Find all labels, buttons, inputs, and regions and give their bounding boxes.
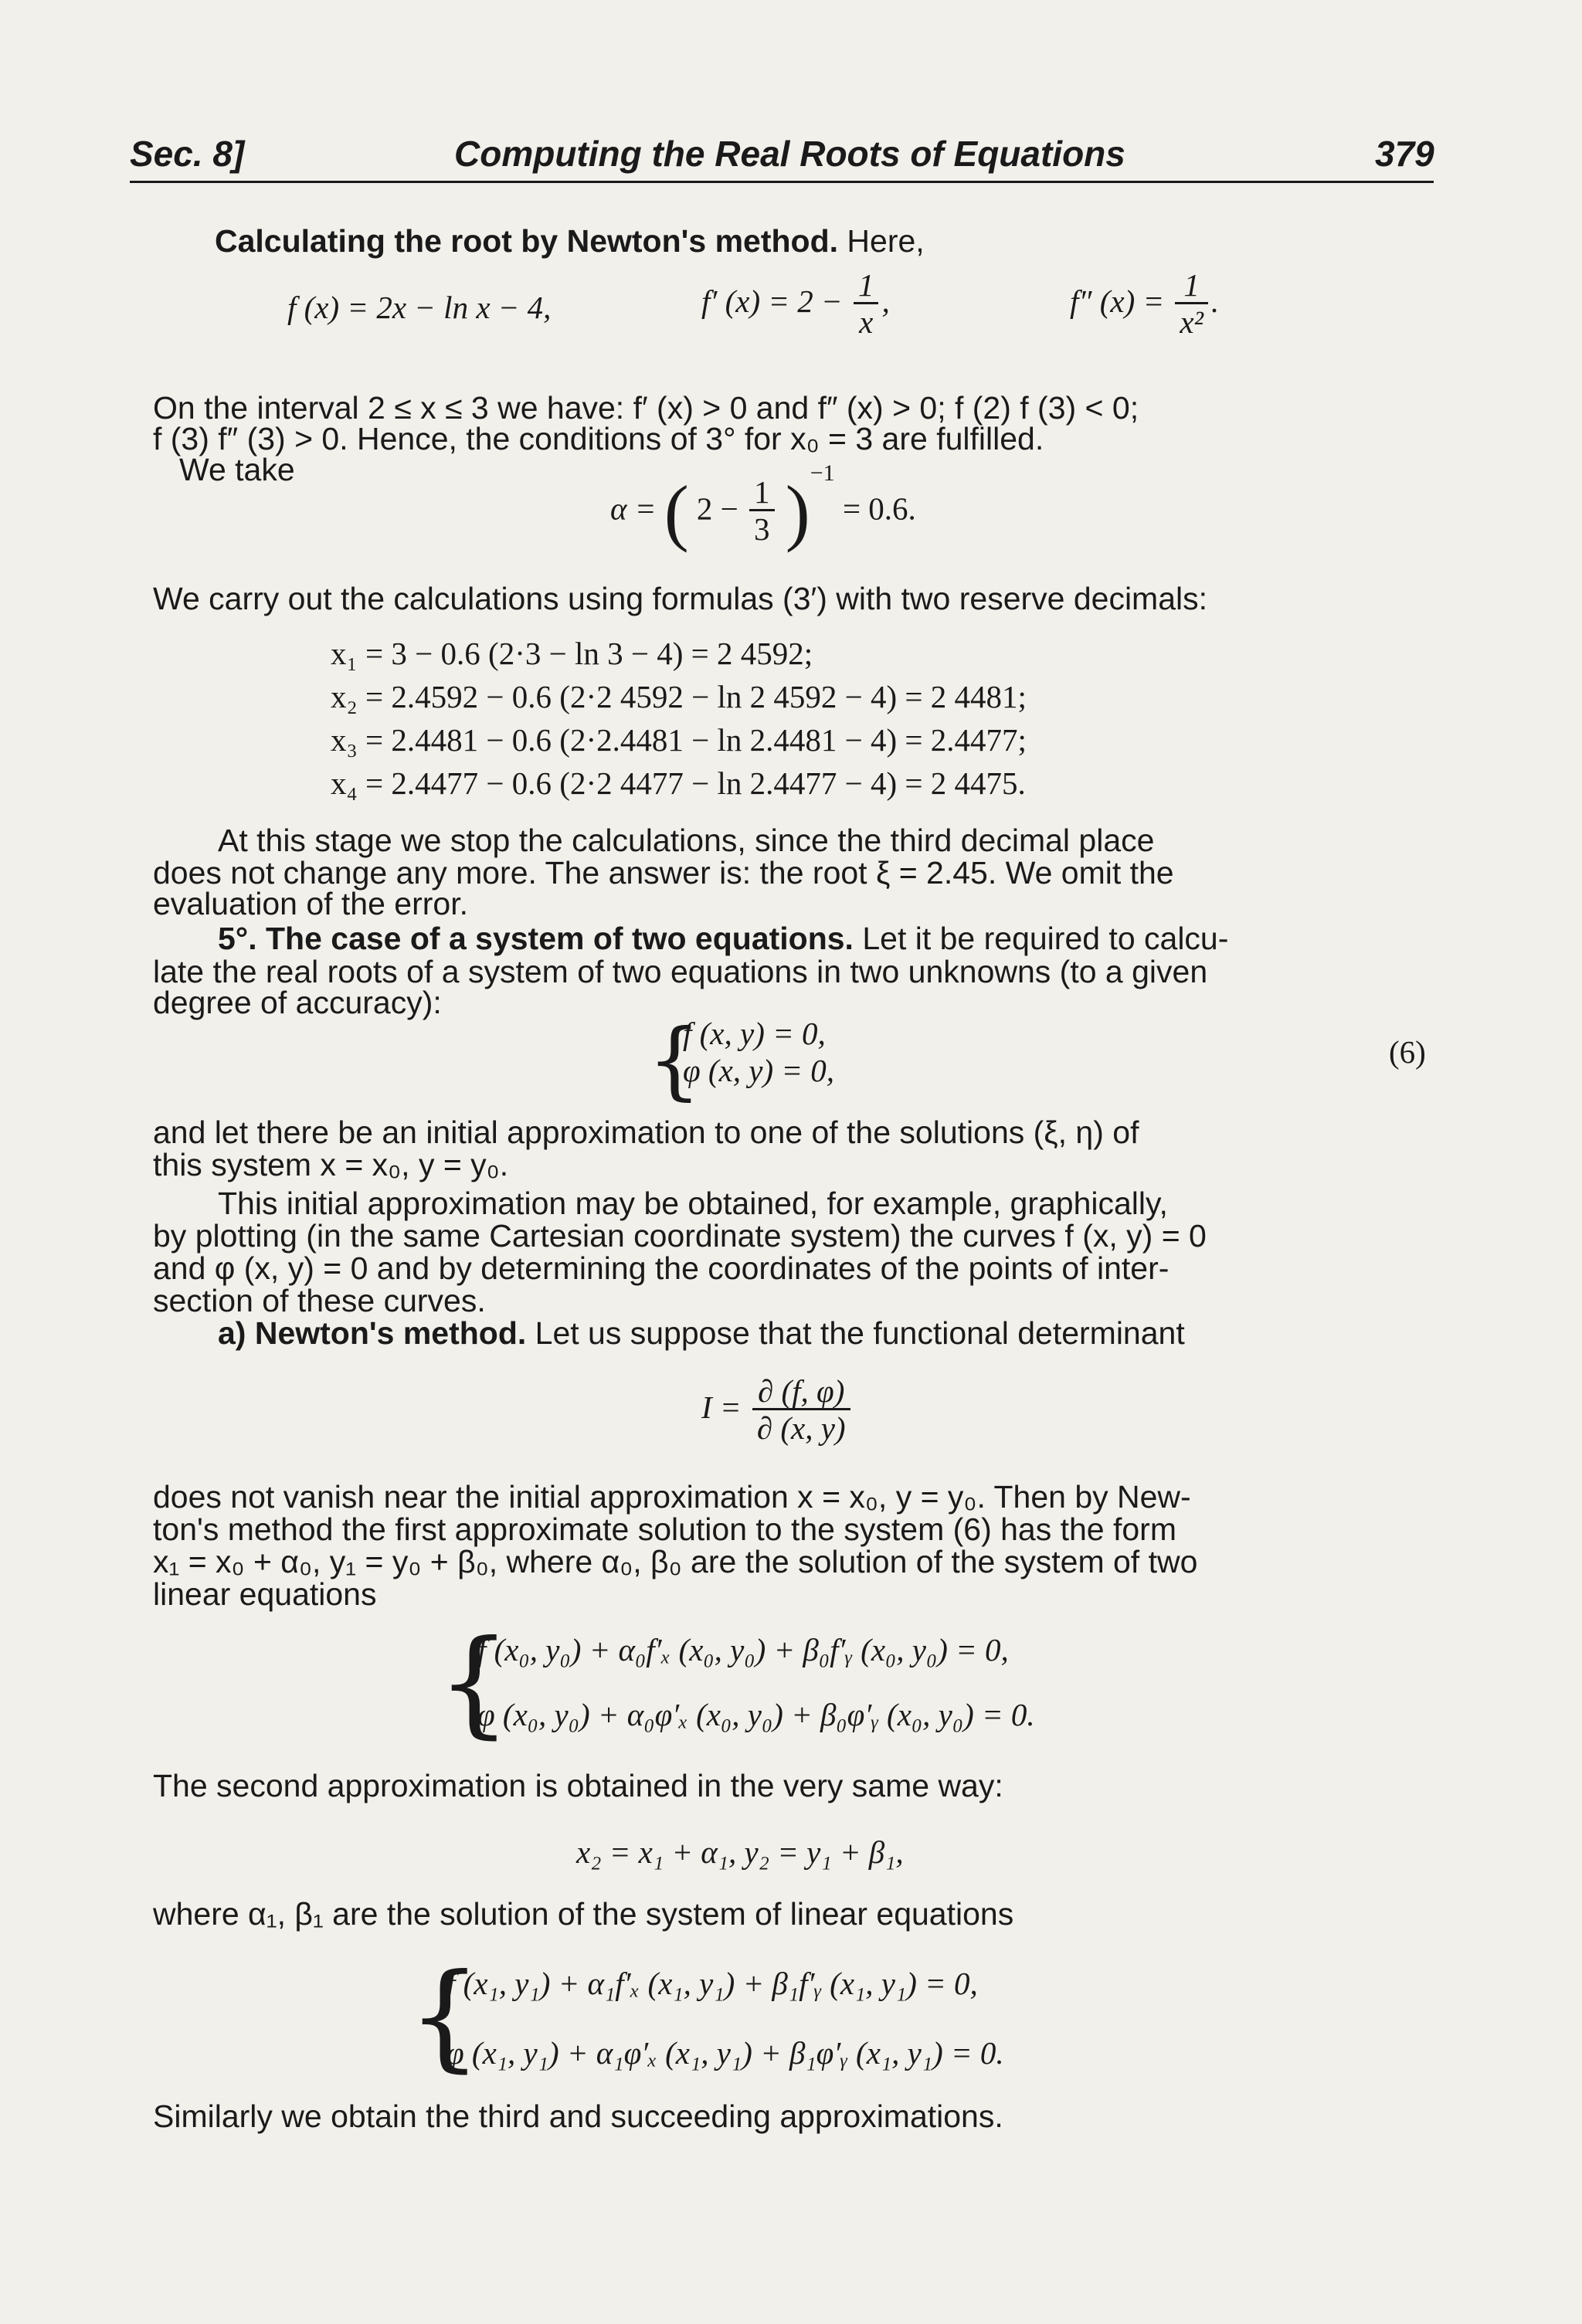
linear-system-1-eq-b: φ (x₁, y₁) + α₁φ′ₓ (x₁, y₁) + β₁φ′ᵧ (x₁, y₁) = 0. xyxy=(446,2035,1004,2071)
system-section-line-2: late the real roots of a system of two equations in two unknowns (to a given xyxy=(153,954,1208,989)
system-6-eq-a: f (x, y) = 0, xyxy=(683,1016,826,1051)
f-prime-lhs: f′ (x) = 2 − xyxy=(701,283,843,319)
frac-den: ∂ (x, y) xyxy=(756,1410,846,1447)
newton-system-heading-line xyxy=(218,1315,1185,1351)
stop-line-2: does not change any more. The answer is: the root ξ = 2.45. We omit the xyxy=(153,855,1174,891)
linear-system-1-eq-a: f (x₁, y₁) + α₁f′ₓ (x₁, y₁) + β₁f′ᵧ (x₁, y₁) = 0, xyxy=(446,1966,978,2001)
equation-number-6: (6) xyxy=(1389,1034,1426,1070)
linear-system-0-eq-a: f (x₀, y₀) + α₀f′ₓ (x₀, y₀) + β₀f′ᵧ (x₀, y₀) = 0, xyxy=(477,1632,1009,1668)
iteration-x2: x₂ = 2.4592 − 0.6 (2·2 4592 − ln 2 4592 − 4) = 2 4481; xyxy=(331,679,1027,714)
frac-num: ∂ (f, φ) xyxy=(752,1375,850,1410)
header-rule xyxy=(130,181,1434,183)
equation-f-prime: f′ (x) = 2 − $\frac{1}{x}$ , xyxy=(701,267,890,341)
initial-approx-line-2: this system x = x₀, y = y₀. xyxy=(153,1147,509,1182)
frac-den: 3 xyxy=(754,511,770,548)
paren-open: ( xyxy=(664,470,689,553)
linear-system-1-brace: { xyxy=(408,1949,482,2084)
paragraph-newton-intro xyxy=(215,223,925,259)
newton-system-heading: a) Newton's method. xyxy=(218,1315,527,1351)
first-approx-line-1: does not vanish near the initial approximation x = x₀, y = y₀. Then by New- xyxy=(153,1479,1191,1515)
graphical-line-1: This initial approximation may be obtained, for example, graphically, xyxy=(218,1186,1168,1221)
alpha-exponent: −1 xyxy=(810,460,835,486)
closing-line: Similarly we obtain the third and succeeding approximations. xyxy=(153,2098,1003,2134)
equation-f: f (x) = 2x − ln x − 4, xyxy=(287,290,552,325)
graphical-line-4: section of these curves. xyxy=(153,1283,486,1318)
interval-line-1: On the interval 2 ≤ x ≤ 3 we have: f′ (x) > 0 and f″ (x) > 0; f (2) f (3) < 0; xyxy=(153,390,1139,426)
second-approx-intro: The second approximation is obtained in the very same way: xyxy=(153,1768,1003,1803)
system-section-rest: Let it be required to calcu- xyxy=(853,921,1229,956)
first-approx-line-2: ton's method the first approximate solution to the system (6) has the form xyxy=(153,1511,1176,1547)
running-title: Computing the Real Roots of Equations xyxy=(454,134,1125,174)
alpha-rhs: = 0.6. xyxy=(842,490,916,527)
system-section-line-1 xyxy=(218,923,1228,955)
paren-close: ) xyxy=(785,470,810,553)
newton-intro-bold: Calculating the root by Newton's method. xyxy=(215,223,839,259)
frac-num: 1 xyxy=(749,476,775,511)
fraction-one-over-x xyxy=(854,269,879,341)
second-approx-formula: x₂ = x₁ + α₁, y₂ = y₁ + β₁, xyxy=(576,1834,904,1870)
f-double-prime-lhs: f″ (x) = xyxy=(1070,283,1165,319)
linear-system-0-eq-b: φ (x₀, y₀) + α₀φ′ₓ (x₀, y₀) + β₀φ′ᵧ (x₀, y₀) = 0. xyxy=(477,1697,1035,1732)
graphical-line-2: by plotting (in the same Cartesian coordinate system) the curves f (x, y) = 0 xyxy=(153,1218,1207,1254)
frac-num: 1 xyxy=(854,269,879,304)
system-section-heading: 5°. The case of a system of two equations. xyxy=(218,921,854,956)
system-6-eq-b: φ (x, y) = 0, xyxy=(683,1053,835,1088)
jacobian-lhs: I = xyxy=(701,1389,742,1425)
stop-line-1: At this stage we stop the calculations, since the third decimal place xyxy=(218,823,1155,858)
linear-system-intro: where α₁, β₁ are the solution of the system of linear equations xyxy=(153,1896,1014,1932)
system-section-line-3: degree of accuracy): xyxy=(153,985,442,1020)
stop-line-3: evaluation of the error. xyxy=(153,886,468,921)
interval-line-3: We take xyxy=(179,452,295,487)
alpha-lhs: α = xyxy=(610,490,657,527)
newton-system-rest: Let us suppose that the functional determinant xyxy=(526,1315,1185,1351)
calculation-intro: We carry out the calculations using formulas (3′) with two reserve decimals: xyxy=(153,581,1208,616)
frac-den: x² xyxy=(1180,304,1203,341)
equation-f-double-prime: f″ (x) = $\frac{1}{\text{x²}}$ . xyxy=(1070,267,1220,341)
frac-den: x xyxy=(859,304,874,341)
page-number: 379 xyxy=(1375,134,1434,174)
first-approx-line-4: linear equations xyxy=(153,1576,377,1612)
frac-num: 1 xyxy=(1175,269,1208,304)
fraction-one-over-x-squared xyxy=(1175,269,1208,341)
equation-jacobian xyxy=(701,1375,854,1447)
graphical-line-3: and φ (x, y) = 0 and by determining the coordinates of the points of inter- xyxy=(153,1250,1170,1286)
alpha-two: 2 − xyxy=(696,490,738,527)
fraction-jacobian xyxy=(752,1375,850,1447)
section-label: Sec. 8] xyxy=(130,134,245,174)
iteration-x1: x₁ = 3 − 0.6 (2·3 − ln 3 − 4) = 2 4592; xyxy=(331,636,813,671)
interval-line-2: f (3) f″ (3) > 0. Hence, the conditions of 3° for x₀ = 3 are fulfilled. xyxy=(153,421,1044,456)
linear-system-0-brace: { xyxy=(437,1616,511,1750)
equation-alpha xyxy=(610,460,916,553)
system-6-brace: { xyxy=(647,1010,701,1109)
iteration-x3: x₃ = 2.4481 − 0.6 (2·2.4481 − ln 2.4481 − 4) = 2.4477; xyxy=(331,722,1027,758)
fraction-one-third xyxy=(749,476,775,548)
iteration-x4: x₄ = 2.4477 − 0.6 (2·2 4477 − ln 2.4477 − 4) = 2 4475. xyxy=(331,765,1026,801)
initial-approx-line-1: and let there be an initial approximation to one of the solutions (ξ, η) of xyxy=(153,1115,1139,1150)
newton-intro-rest: Here, xyxy=(838,223,925,259)
first-approx-line-3: x₁ = x₀ + α₀, y₁ = y₀ + β₀, where α₀, β₀ are the solution of the system of two xyxy=(153,1544,1198,1579)
